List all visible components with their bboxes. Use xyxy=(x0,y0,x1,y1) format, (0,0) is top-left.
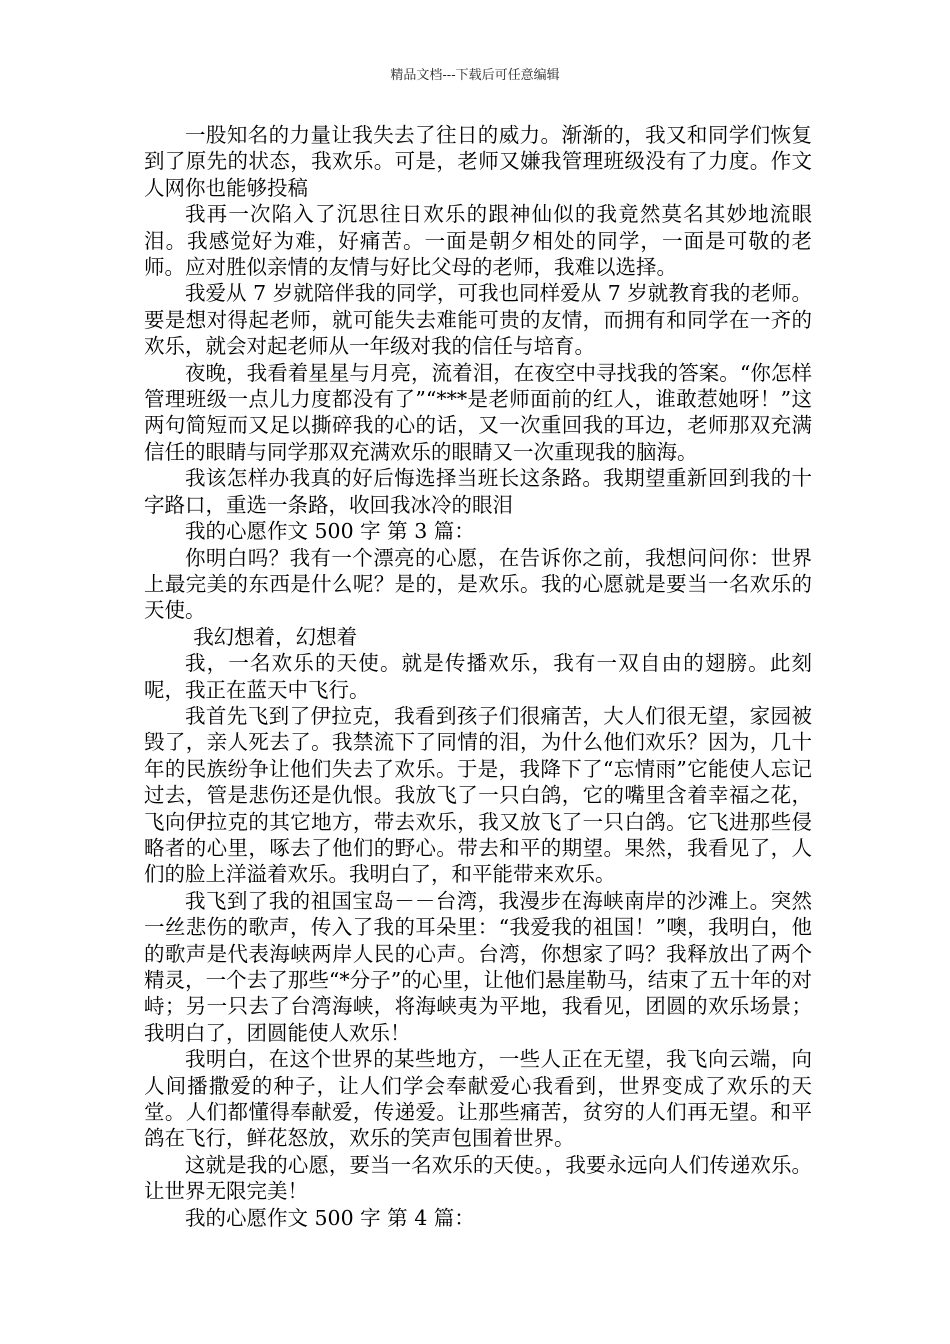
document-body xyxy=(144,122,812,1231)
paragraph: 我，一名欢乐的天使。就是传播欢乐，我有一双自由的翅膀。此刻呢，我正在蓝天中飞行。 xyxy=(144,651,812,702)
section-heading: 我的心愿作文 500 字 第 4 篇： xyxy=(185,1205,475,1230)
paragraph: 我明白，在这个世界的某些地方，一些人正在无望，我飞向云端，向人间播撒爱的种子，让人们学会奉献爱心我看到，世界变成了欢乐的天堂。人们都懂得奉献爱，传递爱。让那些痛苦，贫穷的人们再无望。和平鸽在飞行，鲜花怒放，欢乐的笑声包围着世界。 xyxy=(144,1047,812,1151)
paragraph: 我幻想着，幻想着 xyxy=(193,624,358,649)
paragraph: 这就是我的心愿，要当一名欢乐的天使。，我要永远向人们传递欢乐。让世界无限完美！ xyxy=(144,1152,812,1204)
paragraph: 一股知名的力量让我失去了往日的威力。渐渐的，我又和同学们恢复到了原先的状态，我欢乐。可是，老师又嫌我管理班级没有了力度。作文人网你也能够投稿 xyxy=(144,123,812,200)
paragraph: 你明白吗？我有一个漂亮的心愿，在告诉你之前，我想问问你：世界上最完美的东西是什么呢？是的，是欢乐。我的心愿就是要当一名欢乐的天使。 xyxy=(144,545,812,623)
paragraph: 我再一次陷入了沉思往日欢乐的跟神仙似的我竟然莫名其妙地流眼泪。我感觉好为难，好痛苦。一面是朝夕相处的同学，一面是可敬的老师。应对胜似亲情的友情与好比父母的老师，我难以选择。 xyxy=(144,202,812,280)
page-header: 精品文档---下载后可任意编辑 xyxy=(390,68,560,83)
paragraph: 我飞到了我的祖国宝岛－－台湾，我漫步在海峡南岸的沙滩上。突然一丝悲伤的歌声，传入了我的耳朵里：“我爱我的祖国！”噢，我明白，他的歌声是代表海峡两岸人民的心声。台湾，你想家了吗？我释放出了两个精灵，一个去了那些“*分子”的心里，让他们悬崖勒马，结束了五十年的对峙；另一只去了台湾海峡，将海峡夷为平地，我看见，团圆的欢乐场景；我明白了，团圆能使人欢乐！ xyxy=(144,888,812,1045)
paragraph: 我首先飞到了伊拉克，我看到孩子们很痛苦，大人们很无望，家园被毁了，亲人死去了。我禁流下了同情的泪，为什么他们欢乐？因为，几十年的民族纷争让他们失去了欢乐。于是，我降下了“忘情雨”它能使人忘记过去，管是悲伤还是仇恨。我放飞了一只白鸽，它的嘴里含着幸福之花，飞向伊拉克的其它地方，带去欢乐，我又放飞了一只白鸽。它飞进那些侵略者的心里，啄去了他们的野心。带去和平的期望。果然，我看见了，人们的脸上洋溢着欢乐。我明白了，和平能带来欢乐。 xyxy=(144,703,812,887)
section-heading: 我的心愿作文 500 字 第 3 篇： xyxy=(185,519,475,544)
paragraph: 我该怎样办我真的好后悔选择当班长这条路。我期望重新回到我的十字路口，重选一条路，收回我冰冷的眼泪 xyxy=(144,466,812,517)
paragraph: 我爱从 7 岁就陪伴我的同学，可我也同样爱从 7 岁就教育我的老师。要是想对得起老师，就可能失去难能可贵的友情，而拥有和同学在一齐的欢乐，就会对起老师从一年级对我的信任与培育。 xyxy=(144,281,812,359)
paragraph: 夜晚，我看着星星与月亮，流着泪，在夜空中寻找我的答案。“你怎样管理班级一点儿力度都没有了”“***是老师面前的红人，谁敢惹她呀！”这两句简短而又足以撕碎我的心的话，又一次重回我的耳边，老师那双充满信任的眼睛与同学那双充满欢乐的眼睛又一次重现我的脑海。 xyxy=(144,360,812,464)
